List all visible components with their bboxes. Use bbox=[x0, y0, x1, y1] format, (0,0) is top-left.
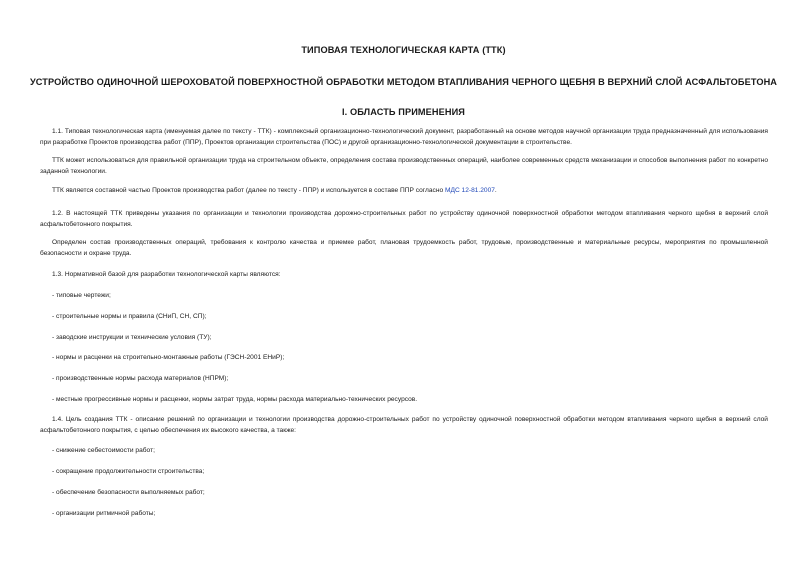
document-subtitle: УСТРОЙСТВО ОДИНОЧНОЙ ШЕРОХОВАТОЙ ПОВЕРХНОСТНОЙ ОБРАБОТКИ МЕТОДОМ ВТАПЛИВАНИЯ ЧЕРНОГО ЩЕБНЯ В ВЕРХНИЙ СЛОЙ АСФАЛЬТОБЕТОНА bbox=[29, 77, 778, 87]
paragraph-1-4: 1.4. Цель создания ТТК - описание решений по организации и технологии производства дорожно-строительных работ по устройству одиночной поверхностной обработки методом втапливания черного щебня в верхний слой асфальтобетонного покрытия, с целью обеспечения их высокого качества, а также: bbox=[40, 416, 768, 434]
paragraph-1-1: 1.1. Типовая технологическая карта (именуемая далее по тексту - ТТК) - комплексный организационно-технологический документ, разработанный на основе методов научной организации труда предназначенный для использования при разработке Проектов производства работ (ППР), Проектов организации строительства (ПОС) и другой организационно-технологической документации в строительстве. bbox=[40, 128, 768, 146]
paragraph-ttk-part-text: ТТК является составной частью Проектов производства работ (далее по тексту - ППР) и используется в составе ППР согласно bbox=[52, 187, 445, 194]
document-title: ТИПОВАЯ ТЕХНОЛОГИЧЕСКАЯ КАРТА (ТТК) bbox=[301, 45, 506, 55]
list-item: - заводские инструкции и технические условия (ТУ); bbox=[52, 334, 212, 341]
list-item: - сокращение продолжительности строительства; bbox=[52, 468, 205, 475]
list-item: - строительные нормы и правила (СНиП, СН, СП); bbox=[52, 313, 207, 320]
list-item: - производственные нормы расхода материалов (НПРМ); bbox=[52, 375, 229, 382]
section-heading: I. ОБЛАСТЬ ПРИМЕНЕНИЯ bbox=[341, 107, 466, 117]
list-item: - типовые чертежи; bbox=[52, 292, 111, 299]
list-item: - снижение себестоимости работ; bbox=[52, 447, 155, 454]
paragraph-composition: Определен состав производственных операций, требования к контролю качества и приемке работ, плановая трудоемкость работ, трудовые, производственные и материальные ресурсы, мероприятия по промышленной безопасности и охране труда. bbox=[40, 239, 768, 257]
paragraph-1-2: 1.2. В настоящей ТТК приведены указания по организации и технологии производства дорожно-строительных работ по устройству одиночной поверхностной обработки методом втапливания черного щебня в верхний слой асфальтобетонного покрытия. bbox=[40, 210, 768, 228]
list-item: - нормы и расценки на строительно-монтажные работы (ГЭСН-2001 ЕНиР); bbox=[52, 354, 285, 361]
list-item: - организации ритмичной работы; bbox=[52, 510, 156, 517]
mds-link[interactable]: МДС 12-81.2007 bbox=[444, 187, 495, 194]
paragraph-ttk-usage: ТТК может использоваться для правильной организации труда на строительном объекте, определения состава производственных операций, наиболее современных средств механизации и способов выполнения работ по конкретно заданной технологии. bbox=[40, 157, 768, 175]
paragraph-1-3: 1.3. Нормативной базой для разработки технологической карты являются: bbox=[52, 271, 281, 278]
list-item: - местные прогрессивные нормы и расценки, нормы затрат труда, нормы расхода материально-технических ресурсов. bbox=[52, 396, 418, 403]
list-item: - обеспечение безопасности выполняемых работ; bbox=[52, 489, 205, 496]
paragraph-ttk-part bbox=[40, 186, 768, 197]
paragraph-ttk-part-end: . bbox=[494, 187, 497, 194]
